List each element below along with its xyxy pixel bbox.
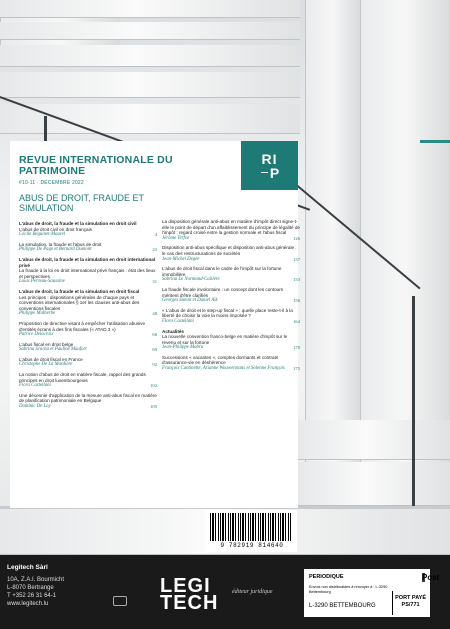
journal-title: REVUE INTERNATIONALE DU PATRIMOINE: [19, 154, 173, 177]
toc-entry-author: Philippe De Page et Bernard Dumont: [19, 247, 92, 253]
toc-entry-subtitle: Les principes : dispositions générales de chaque pays et conventions internationales § 1er les clauses anti-abus des conventions fiscales: [19, 294, 140, 311]
toc-entry-title: L'abus de droit fiscal dans le cadre de l'impôt sur la fortune immobilière: [162, 266, 282, 277]
toc-entry: [162, 329, 300, 351]
legitech-logo: [160, 575, 219, 614]
stair-step: [0, 72, 300, 98]
toc-entry-title: La notion d'abus de droit en matière fiscale, rappel des grands principes en droit luxembourgeois: [19, 372, 146, 383]
publisher-info: [7, 564, 64, 608]
toc-entry-title: Successions « vacantes », comptes dormants et contrats d'assurance-vie en déshérence: [162, 354, 279, 366]
toc-entry-author: Flora Castellani: [162, 318, 194, 324]
toc-entry: [162, 355, 300, 372]
toc-entry-title: Une décennie d'application de la mesure anti-abus fiscal en matière de planification patrimoniale en Belgique: [19, 392, 157, 404]
journal-logo: [241, 141, 298, 190]
issue-theme: ABUS DE DROIT, FRAUDE ET SIMULATION: [19, 193, 144, 213]
post-logo: Post: [422, 573, 440, 582]
toc-entry-subtitle: La fraude à la loi en droit international privé français : état des lieux et perspectives: [19, 268, 156, 279]
toc-entry: [19, 372, 157, 389]
periodical-label: PERIODIQUE: [309, 574, 344, 580]
toc-entry-title: L'abus de droit, la fraude et la simulation en droit international privé: [19, 256, 156, 268]
stair-step: [0, 22, 300, 40]
toc-entry-page: 156: [293, 298, 300, 304]
toc-entry-author: Dominic De Loy: [19, 404, 51, 410]
toc-entry: [162, 308, 300, 325]
toc-entry: [162, 266, 300, 283]
return-address: L-3290 BETTEMBOURG: [309, 603, 376, 609]
toc-entry-title: Proposition de directive visant à empêcher l'utilisation abusive d'entités écrans à des fins fiscales (« ATAD 3 »): [19, 320, 145, 332]
postage-paid-label: PORT PAYÉ: [395, 595, 426, 601]
toc-entry-author: Jean-Michel Degée: [162, 256, 200, 262]
stair-step: [298, 462, 450, 506]
toc-entry-author: Patrice Delacroix: [19, 332, 54, 338]
toc-entry-author: Cécile Béguinet-Maurel: [19, 232, 66, 238]
toc-entry: [19, 221, 157, 238]
barcode-number: 9 782919 814640: [220, 542, 284, 549]
toc-entry-page: 164: [293, 318, 300, 324]
toc-entry-page: 4: [154, 232, 157, 238]
toc-entry: [19, 357, 157, 368]
logo-word-top: LEGI: [160, 575, 211, 597]
toc-entry-author: Jean-Philippe Mabru: [162, 345, 204, 351]
toc-entry-page: 175: [293, 366, 300, 372]
publisher-address-line: 10A, Z.A.I. Bourmicht: [7, 577, 65, 583]
contents-column-left: [19, 221, 157, 414]
issue-number: #10-11 · DÉCEMBRE 2022: [19, 180, 84, 186]
toc-entry-title: L'abus fiscal en droit belge: [19, 341, 74, 347]
toc-entry-author: François Cantinette, Arianne Wouwermans et Solenne François: [162, 366, 285, 372]
return-note: Envois non distribuables à renvoyer à : L-3290 Bettembourg: [309, 585, 388, 594]
toc-entry: [19, 342, 157, 353]
brand-tagline: éditeur juridique: [232, 589, 273, 595]
footer: [0, 555, 450, 629]
stair-step: [0, 0, 300, 18]
toc-entry-subtitle: L'abus de droit civil en droit français: [19, 226, 92, 232]
toc-entry-title: La fraude fiscale involontaire : un concept dont les contours méritent d'être clarifiés: [162, 286, 284, 298]
toc-entry-author: Philippe Malherbe: [19, 311, 56, 317]
stair-step: [298, 420, 450, 460]
toc-section-heading: Actualités: [162, 328, 184, 334]
toc-entry-page: 31: [152, 279, 157, 285]
toc-entry-title: « L'abus de droit et le step-up fiscal » : quelle place reste-t-il à la liberté de choisir la voie la moins imposée ?: [162, 307, 293, 319]
toc-entry-title: Disposition anti-abus spécifique et disposition anti-abus générale : le cas des restructurations de sociétés: [162, 245, 297, 256]
postage-paid-code: PS/771: [401, 602, 420, 608]
toc-entry-page: 23: [152, 247, 157, 253]
postal-box: [304, 569, 440, 617]
contents-column-right: [162, 219, 300, 376]
toc-entry-title: La nouvelle convention franco-belge en matière d'impôt sur le revenu et sur la fortune: [162, 334, 288, 345]
toc-entry: [19, 321, 157, 338]
toc-entry-author: Georges Simon et Daniel Aïk: [162, 298, 218, 304]
publisher-address-line: L-8070 Bertrange: [7, 585, 54, 591]
barcode-bars: [210, 513, 292, 541]
toc-entry: [162, 287, 300, 304]
toc-entry-page: 170: [293, 345, 300, 351]
toc-entry-page: 69: [152, 347, 157, 353]
publisher-website: www.legitech.lu: [7, 601, 49, 607]
publisher-name: Legitech Sàrl: [7, 564, 48, 571]
toc-entry-page: 102: [150, 383, 157, 389]
logo-word-bottom: TECH: [160, 592, 219, 614]
toc-entry-page: 126: [293, 235, 300, 241]
toc-entry-page: 137: [293, 256, 300, 262]
toc-entry-title: L'abus de droit, la fraude et la simulation en droit fiscal: [19, 288, 140, 294]
toc-entry-page: 60: [152, 332, 157, 338]
toc-entry: [19, 289, 157, 317]
barcode: [205, 510, 297, 552]
contents-panel: [10, 141, 298, 508]
toc-entry-title: La simulation, la fraude et l'abus de droit: [19, 241, 102, 247]
accent-line: [420, 140, 450, 143]
toc-entry-author: Flora Castellani: [19, 383, 51, 389]
toc-entry: [162, 219, 300, 241]
toc-entry-page: 92: [152, 362, 157, 368]
toc-entry-page: 105: [150, 404, 157, 410]
toc-entry: [19, 242, 157, 253]
toc-entry-author: Jérôme Terfve: [162, 235, 190, 241]
publisher-phone: T +352 26 31 64-1: [7, 593, 57, 599]
toc-entry-title: L'abus de droit, la fraude et la simulation en droit civil: [19, 221, 137, 226]
logo-text-top: RI: [261, 150, 278, 167]
stair-step: [0, 45, 300, 67]
postage-paid: [395, 595, 426, 609]
toc-entry-author: Christophe De La Mardière: [19, 362, 73, 368]
crown-icon: [113, 596, 127, 606]
toc-entry: [162, 245, 300, 262]
logo-text-bottom: P: [269, 164, 281, 181]
postal-divider: [392, 591, 393, 615]
toc-entry-author: Louis Perreau-Saussine: [19, 279, 65, 285]
toc-entry-page: 153: [293, 277, 300, 283]
toc-entry-author: Sabrina Scarna et Pauline Maufort: [19, 347, 87, 353]
toc-entry: [19, 257, 157, 285]
toc-entry-page: 48: [152, 311, 157, 317]
toc-entry-title: La disposition générale anti-abus en matière d'impôt direct signe-t-elle le point de départ d'un affaiblissement du principe de légalité de l'impôt : regard croisé entre la gestion normale et l'abus fiscal: [162, 219, 300, 236]
toc-entry: [19, 393, 157, 410]
toc-entry-author: Sabrina Le Normand-Caillère: [162, 277, 220, 283]
handrail-post: [412, 296, 415, 506]
toc-entry-title: L'abus de droit fiscal en France: [19, 356, 83, 362]
